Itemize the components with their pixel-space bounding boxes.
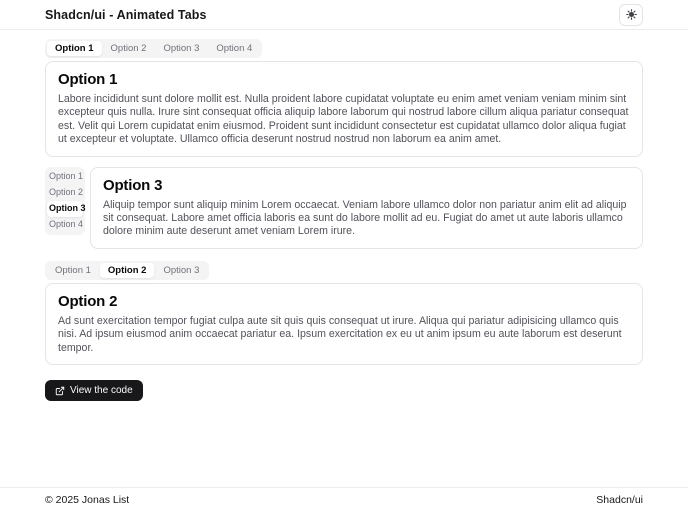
tab-option-2[interactable]: Option 2 [103,41,155,56]
tab-panel-card [45,283,643,365]
main-content [0,30,688,487]
theme-toggle-button[interactable] [619,4,643,26]
card-body-text: Labore incididunt sunt dolore mollit est. Nulla proident labore cupidatat voluptate eu enim amet veniam veniam minim sint excepteur quis nulla. Irure sint consequat officia aliquip labore laborum qui nostrud labore cillum aliqua pariatur consequat est. Velit qui Lorem cupidatat enim eiusmod. Proident sunt incididunt consectetur est cupidatat ullamco dolor aliqua fugiat ut excepteur et voluptate. Ullamco officia deserunt nostrud nostrud non laborum ea anim amet. [58,93,629,146]
card-body-text: Aliquip tempor sunt aliquip minim Lorem occaecat. Veniam labore ullamco dolor non pariatur anim elit ad aliquip sit consequat. Labore amet officia laboris ea sunt do labore mollit ad eu. Fugiat do amet ut aute laboris ullamco dolore minim aute deserunt amet veniam Lorem irure. [103,198,627,238]
external-link-icon [55,386,65,396]
tabs-list-vertical [45,167,85,235]
card-body-text: Ad sunt exercitation tempor fugiat culpa aute sit quis quis consequat ut irure. Aliqua qui pariatur adipisicing ullamco quis nisi. Ad ipsum eiusmod anim occaecat pariatur ea. Ipsum exercitation ex eu ut anim ipsum eu aute laborum est deserunt tempor. [58,314,622,354]
tabs-section-3 [45,260,643,365]
sun-icon [626,9,637,20]
tab-option-1[interactable]: Option 1 [47,263,99,278]
card-title: Option 3 [103,176,163,194]
card-title: Option 1 [58,71,118,88]
tab-option-3[interactable]: Option 3 [155,263,207,278]
view-code-button[interactable] [45,380,143,401]
tab-option-3[interactable]: Option 3 [155,41,207,56]
view-code-label: View the code [70,385,133,397]
tab-panel-card [90,167,643,249]
header [0,0,688,30]
footer [0,487,688,512]
tabs-section-1 [45,38,643,157]
tab-option-2[interactable]: Option 2 [100,263,155,278]
tabs-list-horizontal-2 [45,261,209,280]
footer-copyright: © 2025 Jonas List [45,494,130,506]
tab-option-4[interactable]: Option 4 [208,41,260,56]
tabs-section-2 [45,167,643,249]
tab-option-1[interactable]: Option 1 [47,169,83,185]
tab-option-1[interactable]: Option 1 [47,41,102,56]
footer-brand[interactable]: Shadcn/ui [596,494,643,506]
tab-option-4[interactable]: Option 4 [47,217,83,233]
page-title: Shadcn/ui - Animated Tabs [45,7,207,22]
tabs-list-horizontal-1 [45,39,262,58]
tab-option-2[interactable]: Option 2 [47,185,83,201]
tab-option-3[interactable]: Option 3 [47,201,83,217]
tab-panel-card [45,61,643,157]
card-title: Option 2 [58,292,118,310]
